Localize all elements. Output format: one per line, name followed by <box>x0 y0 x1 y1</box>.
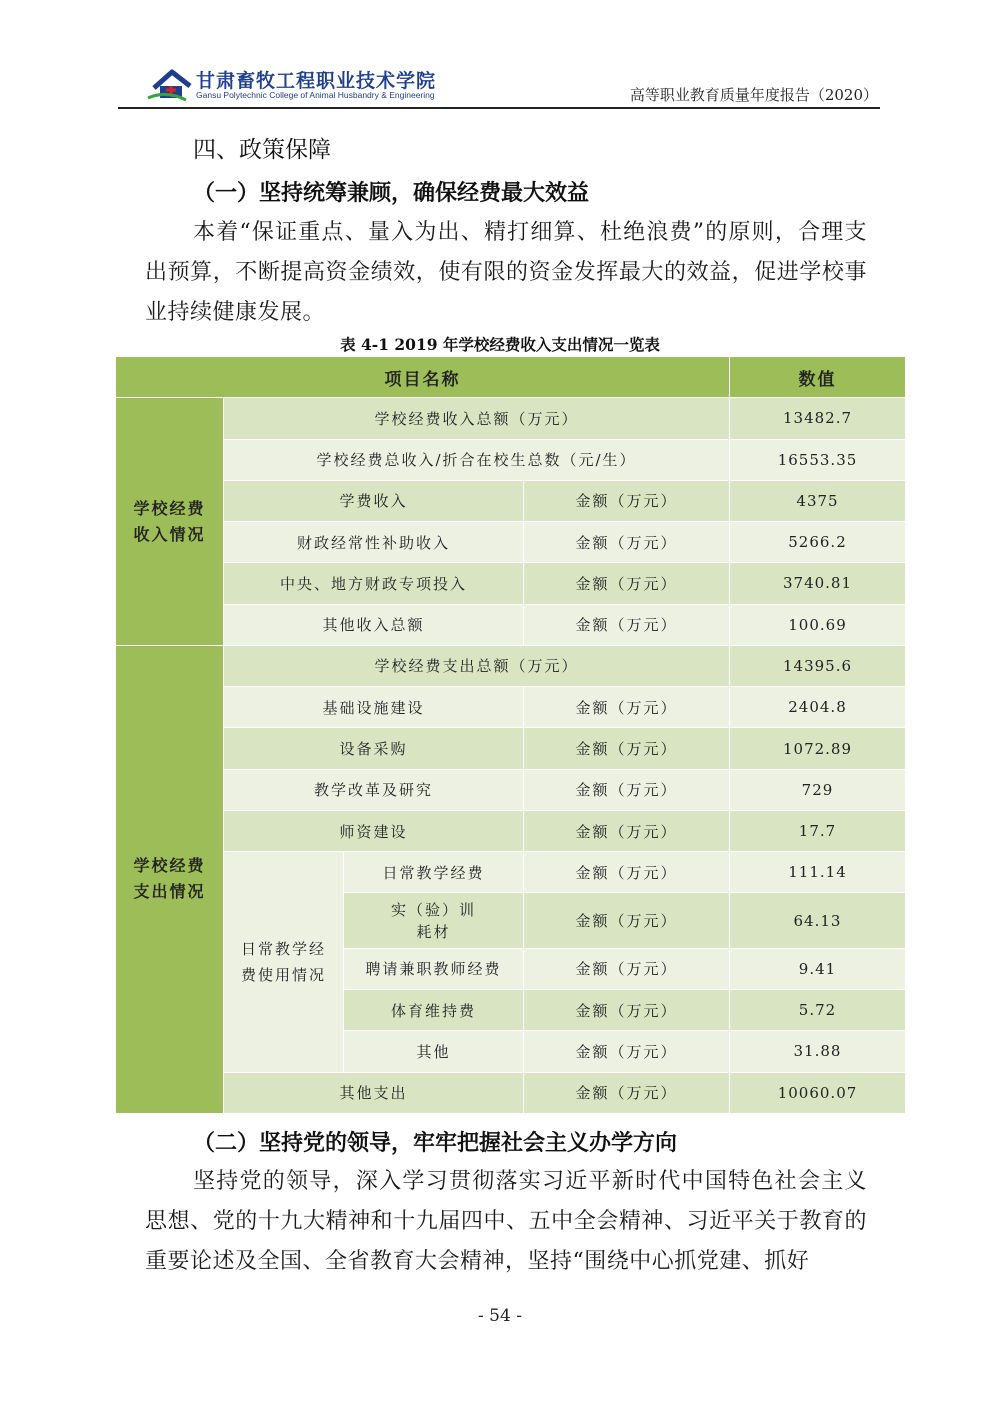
row-value: 31.88 <box>730 1031 906 1072</box>
table-row <box>116 604 906 645</box>
subsection-title-1: （一）坚持统筹兼顾，确保经费最大效益 <box>193 181 590 206</box>
row-unit: 金额（万元） <box>524 728 730 769</box>
per-student-label: 学校经费总收入/折合在校生总数（元/生） <box>224 439 730 480</box>
row-unit: 金额（万元） <box>524 810 730 851</box>
row-unit: 金额（万元） <box>524 948 730 989</box>
row-label: 师资建设 <box>224 810 524 851</box>
row-unit: 金额（万元） <box>524 990 730 1031</box>
row-label: 设备采购 <box>224 728 524 769</box>
row-value: 64.13 <box>730 893 906 948</box>
table-row <box>116 645 906 686</box>
table-row <box>116 563 906 604</box>
page-number: - 54 - <box>478 1306 522 1326</box>
income-total-label: 学校经费收入总额（万元） <box>224 398 730 439</box>
row-label: 学费收入 <box>224 480 524 521</box>
row-label: 聘请兼职教师经费 <box>344 948 524 989</box>
header-divider <box>118 107 880 109</box>
table-row <box>116 398 906 439</box>
table-row <box>116 439 906 480</box>
per-student-value: 16553.35 <box>730 439 906 480</box>
table-row <box>116 728 906 769</box>
section-title: 四、政策保障 <box>193 137 331 163</box>
table-row <box>116 852 906 893</box>
table-row <box>116 769 906 810</box>
subsection-title-2: （二）坚持党的领导，牢牢把握社会主义办学方向 <box>193 1131 678 1156</box>
row-value: 9.41 <box>730 948 906 989</box>
row-unit: 金额（万元） <box>524 480 730 521</box>
row-value: 100.69 <box>730 604 906 645</box>
row-label: 其他 <box>344 1031 524 1072</box>
row-unit: 金额（万元） <box>524 852 730 893</box>
row-label: 其他收入总额 <box>224 604 524 645</box>
row-value: 17.7 <box>730 810 906 851</box>
paragraph-1: 本着“保证重点、量入为出、精打细算、杜绝浪费”的原则，合理支出预算，不断提高资金绩效，使有限的资金发挥最大的效益，促进学校事业持续健康发展。 <box>145 220 867 325</box>
row-value: 1072.89 <box>730 728 906 769</box>
table-caption: 表 4-1 2019 年学校经费收入支出情况一览表 <box>340 335 660 354</box>
header-item-name: 项目名称 <box>116 357 730 398</box>
row-value: 2404.8 <box>730 687 906 728</box>
row-value: 3740.81 <box>730 563 906 604</box>
school-name-en: Gansu Polytechnic College of Animal Husbandry & Engineering <box>196 90 435 100</box>
table-row <box>116 480 906 521</box>
row-unit: 金额（万元） <box>524 769 730 810</box>
row-value: 729 <box>730 769 906 810</box>
daily-group-label: 日常教学经 费使用情况 <box>224 852 344 1072</box>
row-label: 教学改革及研究 <box>224 769 524 810</box>
row-value: 4375 <box>730 480 906 521</box>
school-name-cn: 甘肃畜牧工程职业技术学院 <box>196 70 437 92</box>
table-row <box>116 1072 906 1113</box>
row-value: 5.72 <box>730 990 906 1031</box>
row-label: 体育维持费 <box>344 990 524 1031</box>
row-value: 111.14 <box>730 852 906 893</box>
row-unit: 金额（万元） <box>524 893 730 948</box>
expense-total-value: 14395.6 <box>730 645 906 686</box>
expense-group-label: 学校经费 支出情况 <box>116 645 224 1113</box>
funding-table <box>115 356 906 1114</box>
row-unit: 金额（万元） <box>524 563 730 604</box>
row-label: 日常教学经费 <box>344 852 524 893</box>
row-label: 基础设施建设 <box>224 687 524 728</box>
row-label: 中央、地方财政专项投入 <box>224 563 524 604</box>
other-expense-label: 其他支出 <box>224 1072 524 1113</box>
row-unit: 金额（万元） <box>524 1031 730 1072</box>
paragraph-2: 坚持党的领导，深入学习贯彻落实习近平新时代中国特色社会主义思想、党的十九大精神和十九届四中、五中全会精神、习近平关于教育的重要论述及全国、全省教育大会精神，坚持“围绕中心抓党建、抓好 <box>145 1169 867 1274</box>
row-unit: 金额（万元） <box>524 1072 730 1113</box>
row-unit: 金额（万元） <box>524 522 730 563</box>
row-label: 财政经常性补助收入 <box>224 522 524 563</box>
table-header-row <box>116 357 906 398</box>
expense-total-label: 学校经费支出总额（万元） <box>224 645 730 686</box>
row-unit: 金额（万元） <box>524 604 730 645</box>
table-row <box>116 687 906 728</box>
row-label: 实（验）训 耗材 <box>344 893 524 948</box>
page-header <box>118 58 880 108</box>
header-value: 数值 <box>730 357 906 398</box>
row-value: 5266.2 <box>730 522 906 563</box>
report-title: 高等职业教育质量年度报告（2020） <box>629 86 878 104</box>
other-expense-value: 10060.07 <box>730 1072 906 1113</box>
row-unit: 金额（万元） <box>524 687 730 728</box>
table-row <box>116 810 906 851</box>
income-group-label: 学校经费 收入情况 <box>116 398 224 646</box>
income-total-value: 13482.7 <box>730 398 906 439</box>
table-row <box>116 522 906 563</box>
